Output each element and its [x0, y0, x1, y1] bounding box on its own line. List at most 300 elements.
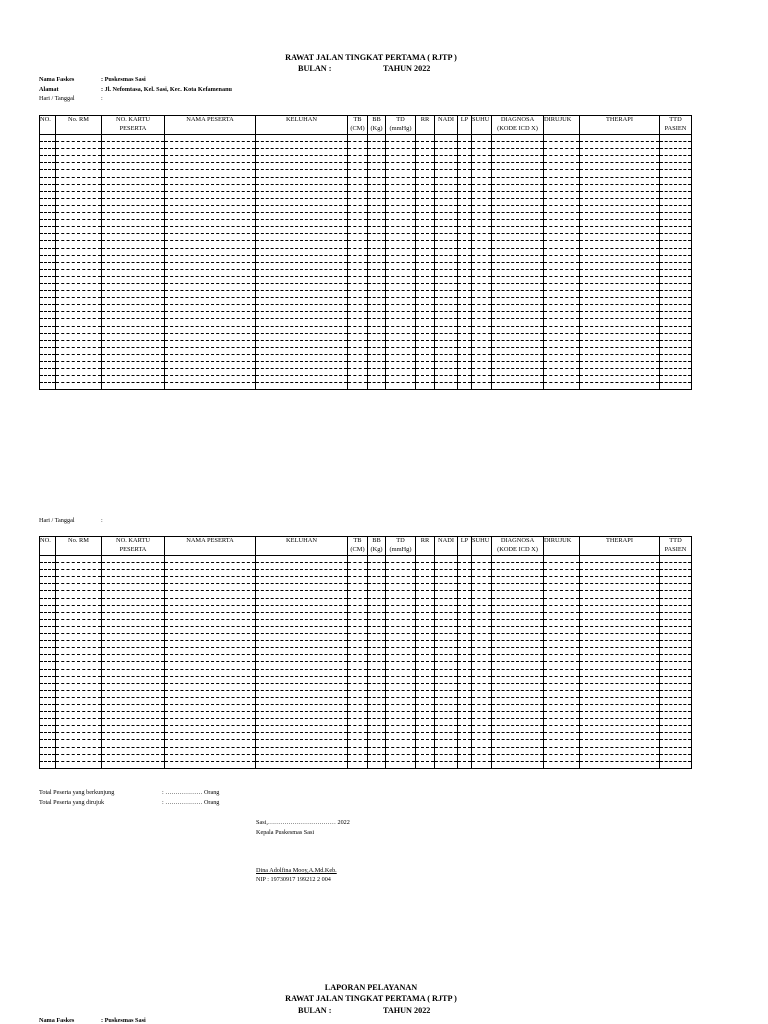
table-cell: [102, 619, 165, 626]
table-cell: [256, 184, 348, 191]
table-cell: [458, 142, 472, 149]
table-cell: [472, 149, 492, 156]
table-row: [40, 655, 692, 662]
table-cell: [580, 149, 660, 156]
table-cell: [544, 747, 580, 754]
table-cell: [386, 669, 416, 676]
table-cell: [416, 177, 435, 184]
table-cell: [580, 690, 660, 697]
table-cell: [435, 584, 458, 591]
column-header: [458, 537, 472, 556]
table-cell: [458, 690, 472, 697]
table-cell: [492, 269, 544, 276]
table-cell: [386, 298, 416, 305]
table-cell: [435, 740, 458, 747]
table-cell: [40, 213, 56, 220]
table-cell: [256, 591, 348, 598]
table-cell: [40, 376, 56, 383]
table-cell: [435, 712, 458, 719]
table-cell: [416, 184, 435, 191]
table-cell: [458, 340, 472, 347]
table-cell: [386, 648, 416, 655]
table-row: [40, 213, 692, 220]
table-cell: [435, 184, 458, 191]
table-cell: [40, 298, 56, 305]
table-cell: [472, 241, 492, 248]
table-cell: [40, 712, 56, 719]
table-cell: [660, 556, 692, 563]
table-cell: [492, 227, 544, 234]
table-cell: [492, 747, 544, 754]
table-cell: [435, 326, 458, 333]
table-cell: [56, 740, 102, 747]
table-cell: [386, 690, 416, 697]
table-cell: [40, 142, 56, 149]
table-cell: [472, 648, 492, 655]
table-cell: [492, 662, 544, 669]
table-row: [40, 563, 692, 570]
table-cell: [102, 305, 165, 312]
column-header: [348, 116, 368, 135]
table-cell: [660, 747, 692, 754]
table-cell: [435, 234, 458, 241]
table-cell: [165, 205, 256, 212]
table-cell: [56, 556, 102, 563]
table-cell: [472, 347, 492, 354]
table-cell: [386, 683, 416, 690]
table-cell: [56, 354, 102, 361]
table-cell: [492, 255, 544, 262]
table-cell: [544, 269, 580, 276]
table-cell: [256, 149, 348, 156]
table-cell: [544, 149, 580, 156]
table-cell: [40, 333, 56, 340]
table-cell: [348, 634, 368, 641]
table-cell: [256, 142, 348, 149]
table-cell: [492, 276, 544, 283]
table-cell: [458, 383, 472, 390]
table-cell: [56, 305, 102, 312]
table-cell: [458, 584, 472, 591]
table-cell: [102, 612, 165, 619]
table-cell: [435, 719, 458, 726]
table-cell: [580, 241, 660, 248]
table-cell: [165, 149, 256, 156]
table-row: [40, 227, 692, 234]
table-cell: [102, 354, 165, 361]
table-cell: [492, 248, 544, 255]
table-cell: [435, 556, 458, 563]
table-cell: [40, 634, 56, 641]
column-header: [472, 116, 492, 135]
table-cell: [348, 754, 368, 761]
table-cell: [492, 163, 544, 170]
column-header-line1: No. RM: [68, 116, 89, 123]
table-row: [40, 248, 692, 255]
table-cell: [102, 584, 165, 591]
column-header-line1: TB: [353, 537, 362, 544]
table-cell: [40, 227, 56, 234]
table-row: [40, 712, 692, 719]
table-cell: [660, 619, 692, 626]
table-cell: [40, 598, 56, 605]
table-cell: [660, 369, 692, 376]
table-cell: [102, 198, 165, 205]
table-cell: [435, 177, 458, 184]
table-cell: [386, 634, 416, 641]
table-cell: [416, 283, 435, 290]
table-cell: [492, 726, 544, 733]
table-cell: [40, 619, 56, 626]
table-cell: [416, 312, 435, 319]
table-cell: [165, 213, 256, 220]
table-cell: [544, 227, 580, 234]
column-header-line2: (KODE ICD X): [497, 545, 538, 553]
table-cell: [256, 362, 348, 369]
table-cell: [56, 563, 102, 570]
table-row: [40, 556, 692, 563]
table-cell: [102, 754, 165, 761]
table-cell: [386, 333, 416, 340]
column-header: [102, 116, 165, 135]
table-cell: [435, 298, 458, 305]
table-cell: [435, 683, 458, 690]
table-cell: [102, 291, 165, 298]
table-cell: [256, 312, 348, 319]
table-cell: [660, 312, 692, 319]
table-cell: [165, 333, 256, 340]
table-cell: [102, 276, 165, 283]
table-cell: [544, 326, 580, 333]
table-cell: [660, 276, 692, 283]
table-row: [40, 340, 692, 347]
table-cell: [256, 740, 348, 747]
table-cell: [472, 234, 492, 241]
table-cell: [492, 591, 544, 598]
table-cell: [165, 177, 256, 184]
table-cell: [544, 234, 580, 241]
table-cell: [472, 626, 492, 633]
table-cell: [580, 383, 660, 390]
table-cell: [544, 255, 580, 262]
table-cell: [348, 570, 368, 577]
table-cell: [435, 598, 458, 605]
table-cell: [660, 712, 692, 719]
table-cell: [102, 669, 165, 676]
column-header: [416, 116, 435, 135]
table-cell: [165, 619, 256, 626]
table-cell: [102, 298, 165, 305]
table-cell: [368, 570, 386, 577]
table-cell: [256, 326, 348, 333]
table-row: [40, 584, 692, 591]
table-cell: [386, 213, 416, 220]
table-cell: [492, 354, 544, 361]
table-cell: [580, 634, 660, 641]
table-cell: [458, 149, 472, 156]
table-cell: [435, 676, 458, 683]
table-cell: [40, 198, 56, 205]
table-cell: [580, 142, 660, 149]
table-cell: [492, 556, 544, 563]
table-cell: [165, 577, 256, 584]
table-cell: [435, 340, 458, 347]
table-cell: [544, 142, 580, 149]
table-cell: [435, 291, 458, 298]
table-cell: [435, 570, 458, 577]
table-cell: [56, 184, 102, 191]
column-header-line2: (Kg): [370, 124, 383, 132]
table-cell: [660, 291, 692, 298]
column-header-line2: (mmHg): [389, 124, 412, 132]
table-cell: [492, 369, 544, 376]
column-header: [40, 116, 56, 135]
table-row: [40, 354, 692, 361]
table-cell: [40, 697, 56, 704]
table-cell: [368, 655, 386, 662]
table-cell: [544, 291, 580, 298]
table-cell: [416, 376, 435, 383]
table-cell: [492, 683, 544, 690]
table-cell: [102, 683, 165, 690]
table-cell: [580, 298, 660, 305]
table-cell: [660, 262, 692, 269]
table-cell: [386, 354, 416, 361]
table-cell: [368, 669, 386, 676]
table-cell: [56, 205, 102, 212]
table-cell: [435, 142, 458, 149]
table-cell: [435, 612, 458, 619]
table-cell: [348, 669, 368, 676]
table-cell: [102, 142, 165, 149]
table-row: [40, 298, 692, 305]
table-cell: [368, 142, 386, 149]
table-cell: [416, 213, 435, 220]
table-cell: [580, 584, 660, 591]
table-cell: [56, 655, 102, 662]
table-cell: [102, 641, 165, 648]
table-cell: [368, 248, 386, 255]
table-cell: [386, 726, 416, 733]
table-cell: [472, 619, 492, 626]
table-cell: [165, 340, 256, 347]
table-cell: [56, 234, 102, 241]
table-cell: [368, 234, 386, 241]
table-cell: [256, 354, 348, 361]
table-cell: [580, 683, 660, 690]
table-cell: [660, 690, 692, 697]
table-cell: [580, 319, 660, 326]
table-cell: [492, 754, 544, 761]
table-cell: [492, 690, 544, 697]
table-cell: [40, 584, 56, 591]
table-cell: [256, 556, 348, 563]
table-cell: [40, 655, 56, 662]
column-header-line1: LP: [460, 116, 469, 123]
table-cell: [256, 347, 348, 354]
table-cell: [56, 648, 102, 655]
table-cell: [40, 135, 56, 142]
table-cell: [386, 761, 416, 768]
table-row: [40, 376, 692, 383]
table-cell: [386, 312, 416, 319]
table-cell: [348, 177, 368, 184]
table-cell: [660, 641, 692, 648]
column-header-line1: TD: [396, 116, 405, 123]
table-cell: [416, 704, 435, 711]
table-cell: [56, 340, 102, 347]
table-cell: [580, 333, 660, 340]
table-cell: [368, 191, 386, 198]
table-cell: [102, 326, 165, 333]
table-cell: [256, 676, 348, 683]
table-cell: [458, 227, 472, 234]
table-cell: [56, 163, 102, 170]
table-cell: [416, 712, 435, 719]
table-cell: [492, 326, 544, 333]
table-cell: [256, 641, 348, 648]
column-header-line1: RR: [420, 116, 430, 123]
table-cell: [435, 733, 458, 740]
table-cell: [458, 761, 472, 768]
table-cell: [416, 262, 435, 269]
table-cell: [386, 276, 416, 283]
table-cell: [256, 376, 348, 383]
table-cell: [368, 591, 386, 598]
table-cell: [256, 690, 348, 697]
column-header: [580, 116, 660, 135]
table-cell: [56, 269, 102, 276]
table-cell: [544, 170, 580, 177]
table-cell: [416, 362, 435, 369]
table-cell: [416, 305, 435, 312]
table-cell: [102, 269, 165, 276]
table-cell: [458, 726, 472, 733]
table-cell: [56, 241, 102, 248]
table-cell: [386, 170, 416, 177]
table-cell: [580, 626, 660, 633]
table-cell: [40, 191, 56, 198]
table-cell: [348, 347, 368, 354]
table-row: [40, 326, 692, 333]
table-cell: [416, 276, 435, 283]
table-cell: [165, 612, 256, 619]
table-cell: [472, 761, 492, 768]
table-cell: [544, 563, 580, 570]
column-header: [165, 116, 256, 135]
table-cell: [256, 704, 348, 711]
table-cell: [580, 227, 660, 234]
table-cell: [56, 248, 102, 255]
table-cell: [544, 205, 580, 212]
table-cell: [472, 683, 492, 690]
column-header-line1: DIAGNOSA: [500, 537, 535, 544]
table-cell: [256, 163, 348, 170]
table-cell: [544, 733, 580, 740]
table-cell: [435, 383, 458, 390]
column-header-line2: PASIEN: [664, 545, 687, 553]
table-cell: [256, 626, 348, 633]
column-header-line1: DIAGNOSA: [500, 116, 535, 123]
table-cell: [492, 605, 544, 612]
table-cell: [102, 556, 165, 563]
table-cell: [660, 704, 692, 711]
table-cell: [102, 340, 165, 347]
table-cell: [165, 184, 256, 191]
table-cell: [416, 612, 435, 619]
table-cell: [458, 591, 472, 598]
table-cell: [348, 362, 368, 369]
table-cell: [102, 156, 165, 163]
table-cell: [386, 305, 416, 312]
table-cell: [472, 333, 492, 340]
table-row: [40, 319, 692, 326]
table-cell: [368, 276, 386, 283]
table-cell: [492, 191, 544, 198]
table-cell: [472, 669, 492, 676]
table-cell: [580, 570, 660, 577]
table-cell: [472, 690, 492, 697]
table-cell: [580, 362, 660, 369]
table-cell: [458, 213, 472, 220]
column-header-line1: NO.: [40, 537, 51, 544]
table-cell: [492, 362, 544, 369]
table-cell: [472, 319, 492, 326]
table-cell: [256, 291, 348, 298]
table-cell: [492, 740, 544, 747]
footer-tahun-label: TAHUN 2022: [383, 1006, 431, 1015]
table-cell: [660, 612, 692, 619]
table-cell: [435, 205, 458, 212]
table-cell: [492, 626, 544, 633]
column-header: [492, 116, 544, 135]
table-cell: [492, 177, 544, 184]
table-cell: [165, 248, 256, 255]
table-cell: [660, 726, 692, 733]
table-cell: [386, 163, 416, 170]
table-cell: [660, 248, 692, 255]
table-cell: [472, 191, 492, 198]
table-cell: [102, 740, 165, 747]
table-cell: [660, 354, 692, 361]
table-cell: [386, 719, 416, 726]
table-cell: [660, 754, 692, 761]
table-cell: [416, 319, 435, 326]
table-cell: [435, 563, 458, 570]
table-cell: [472, 213, 492, 220]
table-cell: [458, 276, 472, 283]
column-header: [544, 116, 580, 135]
signature-name: Dina Adolfina Mooy,A.Md.Keb.: [256, 867, 337, 874]
table-cell: [435, 641, 458, 648]
table-cell: [458, 184, 472, 191]
table-cell: [416, 733, 435, 740]
table-cell: [492, 712, 544, 719]
table-cell: [458, 619, 472, 626]
table-cell: [348, 563, 368, 570]
table-cell: [102, 690, 165, 697]
table-cell: [544, 362, 580, 369]
table-cell: [492, 184, 544, 191]
table-cell: [472, 733, 492, 740]
column-header: [660, 116, 692, 135]
table-cell: [102, 312, 165, 319]
table-cell: [256, 612, 348, 619]
table-cell: [435, 369, 458, 376]
table-row: [40, 662, 692, 669]
table-cell: [386, 655, 416, 662]
table-cell: [660, 347, 692, 354]
